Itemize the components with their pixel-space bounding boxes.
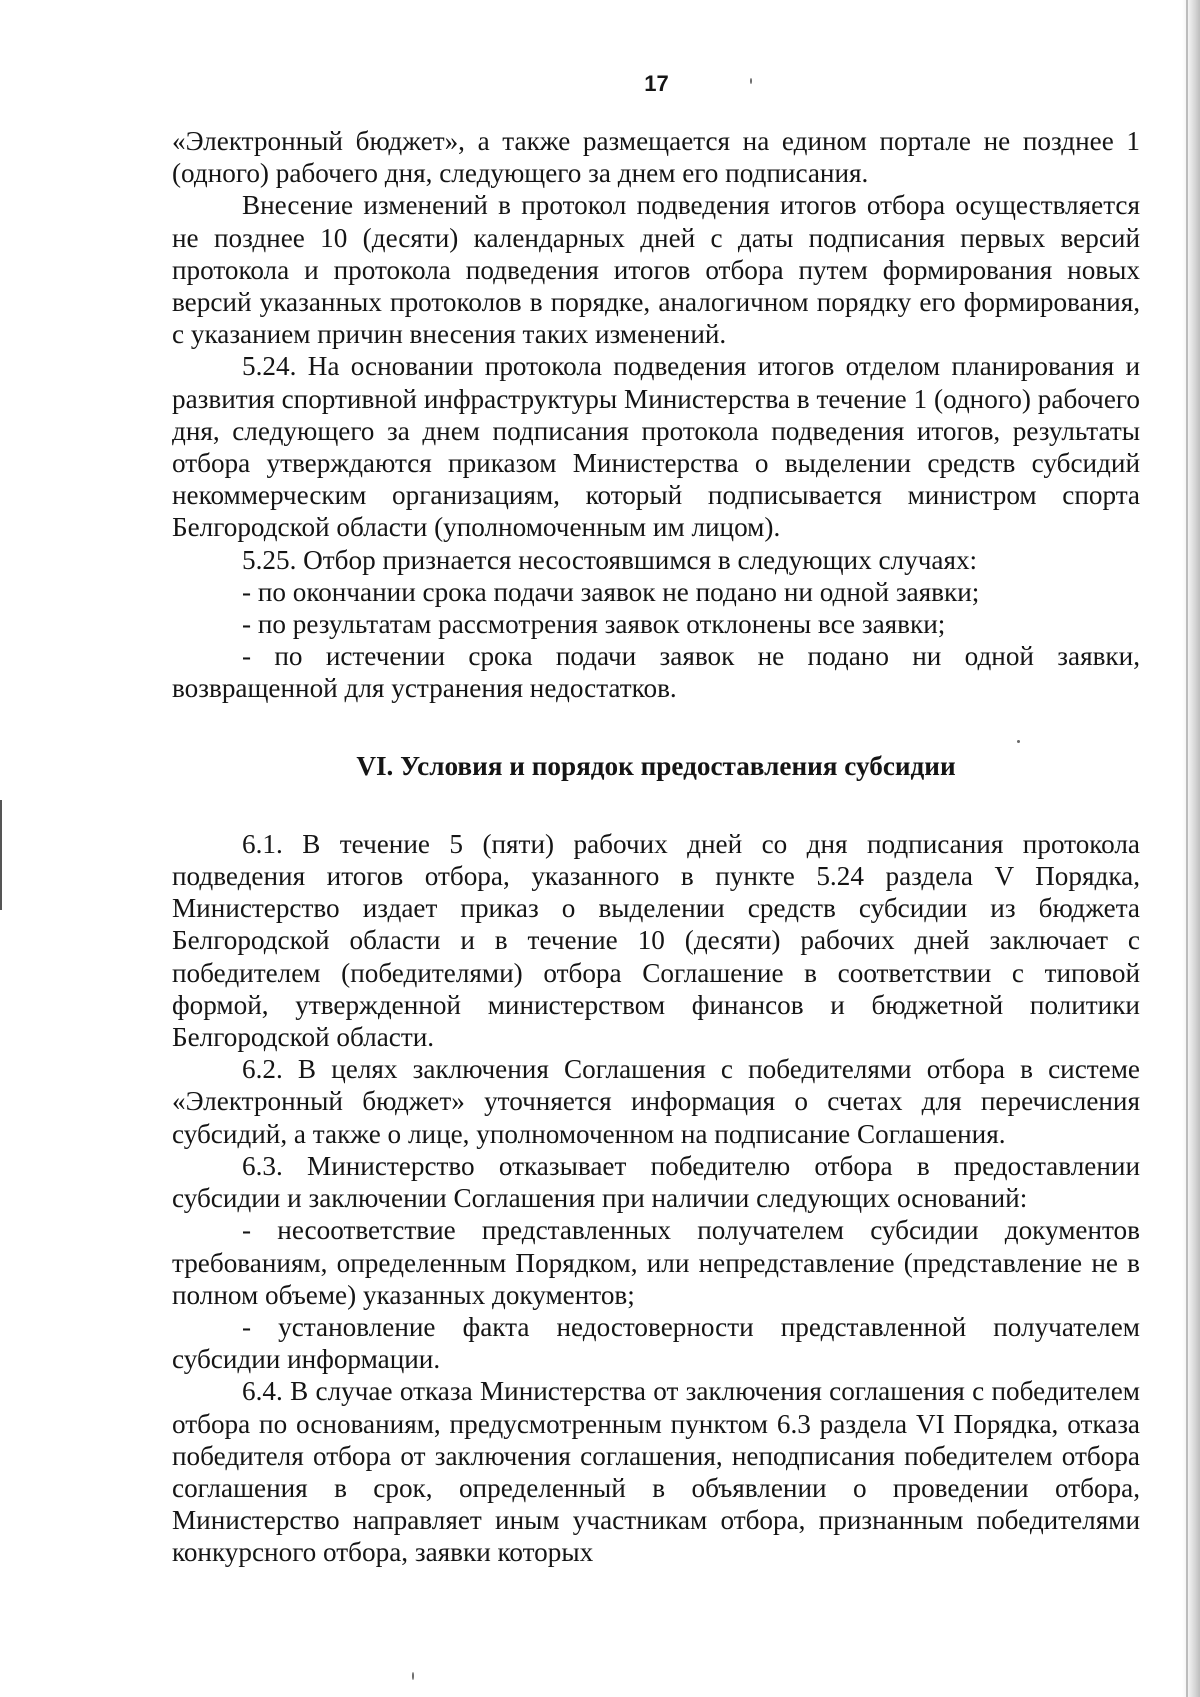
list-item-noncompliance: - несоответствие представленных получателем субсидии документов требованиям, определенным Порядком, или непредставление (представление не в полном объеме) указанных документов; bbox=[172, 1215, 1140, 1310]
document-body bbox=[172, 125, 1140, 1569]
paragraph-protocol-changes: Внесение изменений в протокол подведения итогов отбора осуществляется не позднее 10 (десяти) календарных дней с даты подписания первых версий протокола и протокола подведения итогов отбора путем формирования новых версий указанных протоколов в порядке, аналогичном порядку его формирования, с указанием причин внесения таких изменений. bbox=[172, 190, 1140, 350]
page-number: 17 bbox=[644, 71, 669, 96]
scan-speck bbox=[412, 1672, 414, 1680]
paragraph-6-3: 6.3. Министерство отказывает победителю отбора в предоставлении субсидии и заключении Соглашения при наличии следующих оснований: bbox=[172, 1150, 1140, 1214]
paragraph-6-4: 6.4. В случае отказа Министерства от заключения соглашения с победителем отбора по основаниям, предусмотренным пунктом 6.3 раздела VI Порядка, отказа победителя отбора от заключения соглашения, неподписания победителем отбора соглашения в срок, определенный в объявлении о проведении отбора, Министерство направляет иным участникам отбора, признанным победителями конкурсного отбора, заявки которых bbox=[172, 1376, 1140, 1568]
scan-left-mark bbox=[0, 800, 2, 910]
section-heading: VI. Условия и порядок предоставления субсидии bbox=[356, 750, 956, 781]
scan-edge-line bbox=[1186, 0, 1188, 1697]
list-item-all-rejected: - по результатам рассмотрения заявок отклонены все заявки; bbox=[242, 609, 946, 640]
paragraph-5-25: 5.25. Отбор признается несостоявшимся в следующих случаях: bbox=[242, 544, 978, 575]
scan-page-edge bbox=[1182, 0, 1200, 1697]
list-item-none-returned: - по истечении срока подачи заявок не подано ни одной заявки, возвращенной для устранения недостатков. bbox=[172, 641, 1140, 704]
paragraph-continuation: «Электронный бюджет», а также размещается на едином портале не позднее 1 (одного) рабочего дня, следующего за днем его подписания. bbox=[172, 126, 1140, 189]
paragraph-6-2: 6.2. В целях заключения Соглашения с победителями отбора в системе «Электронный бюджет» уточняется информация о счетах для перечисления субсидий, а также о лице, уполномоченном на подписание Соглашения. bbox=[172, 1054, 1140, 1149]
paragraph-5-24: 5.24. На основании протокола подведения итогов отделом планирования и развития спортивной инфраструктуры Министерства в течение 1 (одного) рабочего дня, следующего за днем подписания протокола подведения итогов, результаты отбора утверждаются приказом Министерства о выделении средств субсидий некоммерческим организациям, который подписывается министром спорта Белгородской области (уполномоченным им лицом). bbox=[172, 351, 1140, 543]
list-item-inaccuracy: - установление факта недостоверности представленной получателем субсидии информации. bbox=[172, 1311, 1140, 1375]
paragraph-6-1: 6.1. В течение 5 (пяти) рабочих дней со дня подписания протокола подведения итогов отбора, указанного в пункте 5.24 раздела V Порядка, Министерство издает приказ о выделении средств субсидии из бюджета Белгородской области и в течение 10 (десяти) рабочих дней заключает с победителем (победителями) отбора Соглашение в соответствии с типовой формой, утвержденной министерством финансов и бюджетной политики Белгородской области. bbox=[172, 828, 1140, 1053]
list-item-no-applications: - по окончании срока подачи заявок не подано ни одной заявки; bbox=[242, 576, 980, 607]
